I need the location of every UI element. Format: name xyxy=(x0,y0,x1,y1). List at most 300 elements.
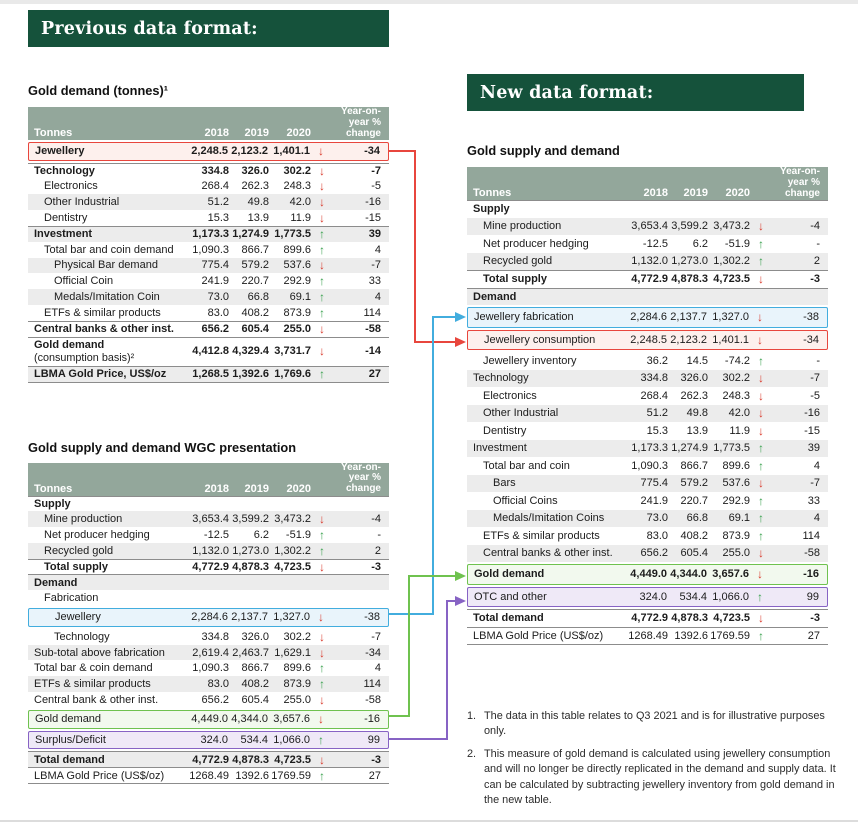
yoy-change-value: 4 xyxy=(374,662,381,675)
row-label: Dentistry xyxy=(483,424,527,437)
value-2020: 255.0 xyxy=(283,323,311,336)
yoy-change-value: -34 xyxy=(803,333,819,346)
row-label: Jewellery consumption xyxy=(484,333,596,346)
yoy-change-value: -7 xyxy=(810,372,820,385)
value-2020: 1,066.0 xyxy=(712,590,749,603)
table-row xyxy=(467,330,828,351)
value-2019: 66.8 xyxy=(686,512,708,525)
table-row xyxy=(467,235,828,253)
trend-arrow-icon: ↑ xyxy=(319,661,325,676)
value-2018: 2,248.5 xyxy=(630,333,667,346)
value-2018: -12.5 xyxy=(642,237,668,250)
value-2019: 2,123.2 xyxy=(670,333,707,346)
trend-arrow-icon: ↑ xyxy=(758,254,764,269)
yoy-change-value: -4 xyxy=(371,513,381,526)
value-2018: 324.0 xyxy=(639,590,667,603)
table-row xyxy=(467,218,828,236)
table-row xyxy=(467,200,828,218)
value-2018: 3,653.4 xyxy=(631,220,668,233)
table-row xyxy=(28,496,389,512)
value-2018: 241.9 xyxy=(640,494,668,507)
value-2018: 4,772.9 xyxy=(631,612,668,625)
footnote-text: The data in this table relates to Q3 2021 and is for illustrative purposes only. xyxy=(484,710,825,738)
value-2019: 4,329.4 xyxy=(232,345,269,358)
value-2018: 1,090.3 xyxy=(192,243,229,256)
value-2019: 2,137.7 xyxy=(670,311,707,324)
table-row xyxy=(467,587,828,608)
new-format-table-title: Gold supply and demand xyxy=(467,143,620,158)
row-label: Medals/Imitation Coin xyxy=(54,291,160,304)
trend-arrow-icon: ↑ xyxy=(757,589,763,604)
value-2019: 1392.6 xyxy=(235,769,269,782)
row-label: Jewellery xyxy=(55,611,101,624)
column-header-2018: 2018 xyxy=(643,187,668,200)
yoy-change-value: 39 xyxy=(807,442,820,455)
trend-arrow-icon: ↑ xyxy=(319,242,325,257)
value-2020: 4,723.5 xyxy=(274,753,311,766)
yoy-change-value: 114 xyxy=(363,306,381,319)
trend-arrow-icon: ↑ xyxy=(319,677,325,692)
trend-arrow-icon: ↓ xyxy=(758,272,764,287)
row-label: Other Industrial xyxy=(44,196,120,209)
column-header-2019: 2019 xyxy=(244,127,269,140)
value-2019: 1392.6 xyxy=(674,629,708,642)
value-2020: 1,066.0 xyxy=(273,734,310,747)
table-row xyxy=(467,440,828,458)
table-row xyxy=(28,608,389,627)
row-label: Gold demand xyxy=(474,568,545,581)
value-2019: 220.7 xyxy=(241,275,269,288)
value-2018: 1,090.3 xyxy=(192,662,229,675)
value-2019: 1,392.6 xyxy=(232,368,269,381)
row-label: Medals/Imitation Coins xyxy=(493,512,605,525)
value-2020: -51.9 xyxy=(724,237,750,250)
row-label: Recycled gold xyxy=(44,544,114,557)
table-row xyxy=(467,288,828,306)
table-row xyxy=(467,527,828,545)
value-2020: 3,731.7 xyxy=(274,345,311,358)
trend-arrow-icon: ↑ xyxy=(318,733,324,748)
row-label: Technology xyxy=(473,372,529,385)
value-2020: 1,327.0 xyxy=(712,311,749,324)
row-label: ETFs & similar products xyxy=(44,306,161,319)
value-2018: 1,268.5 xyxy=(192,368,229,381)
row-label: Dentistry xyxy=(44,212,88,225)
trend-arrow-icon: ↑ xyxy=(319,274,325,289)
value-2020: 1,773.5 xyxy=(713,442,750,455)
yoy-change-value: 33 xyxy=(807,494,820,507)
row-label: Investment xyxy=(34,228,93,241)
row-label: Jewellery xyxy=(35,145,85,158)
row-label: Sub-total above fabrication xyxy=(34,646,165,659)
value-2019: 13.9 xyxy=(686,424,708,437)
value-2020: -51.9 xyxy=(285,528,311,541)
column-header-2018: 2018 xyxy=(204,127,229,140)
table-row xyxy=(467,627,828,645)
table-row xyxy=(28,527,389,543)
wgc-table-body xyxy=(28,496,389,784)
trend-arrow-icon: ↓ xyxy=(758,219,764,234)
row-label: Net producer hedging xyxy=(44,528,150,541)
footnote-item xyxy=(467,747,849,809)
yoy-change-value: -7 xyxy=(371,165,381,178)
value-2020: 11.9 xyxy=(290,212,311,225)
value-2018: 73.0 xyxy=(646,512,668,525)
table-row xyxy=(28,751,389,767)
value-2019: 1,273.0 xyxy=(671,255,708,268)
value-2018: 1,090.3 xyxy=(631,459,668,472)
value-2020: 1,401.1 xyxy=(712,333,749,346)
row-label: Total bar & coin demand xyxy=(34,662,153,675)
yoy-change-value: -5 xyxy=(371,180,381,193)
table-row xyxy=(28,629,389,645)
value-2019: 13.9 xyxy=(247,212,269,225)
yoy-change-value: -38 xyxy=(803,311,819,324)
value-2019: 326.0 xyxy=(241,630,269,643)
value-2019: 14.5 xyxy=(686,354,708,367)
table-row xyxy=(28,710,389,729)
table-row xyxy=(28,337,389,366)
row-label: Net producer hedging xyxy=(483,237,589,250)
new-format-banner-label: New data format: xyxy=(480,82,654,103)
new-format-table-body xyxy=(467,200,828,644)
value-2018: 83.0 xyxy=(646,529,668,542)
table-row xyxy=(28,258,389,274)
value-2019: 6.2 xyxy=(692,237,708,250)
green-connector-line xyxy=(389,576,456,716)
trend-arrow-icon: ↓ xyxy=(758,406,764,421)
table-row xyxy=(467,475,828,493)
yoy-change-value: 4 xyxy=(374,243,381,256)
gold-demand-table-header xyxy=(28,107,389,140)
value-2020: 42.0 xyxy=(728,407,750,420)
value-2019: 579.2 xyxy=(680,477,708,490)
yoy-change-value: 33 xyxy=(368,275,381,288)
row-label: Total demand xyxy=(473,612,544,625)
table-row xyxy=(467,510,828,528)
table-row xyxy=(467,457,828,475)
value-2018: 334.8 xyxy=(201,630,229,643)
trend-arrow-icon: ↓ xyxy=(319,344,325,359)
red-connector-line xyxy=(389,151,456,342)
value-2018: 1,173.3 xyxy=(192,228,229,241)
value-2018: 775.4 xyxy=(201,259,229,272)
gold-demand-table-body xyxy=(28,142,389,382)
trend-arrow-icon: ↓ xyxy=(319,752,325,767)
trend-arrow-icon: ↓ xyxy=(319,164,325,179)
trend-arrow-icon: ↓ xyxy=(319,258,325,273)
red-arrowhead-icon xyxy=(455,337,466,347)
row-label: ETFs & similar products xyxy=(34,678,151,691)
value-2018: 83.0 xyxy=(207,306,229,319)
yoy-change-value: -5 xyxy=(810,389,820,402)
trend-arrow-icon: ↓ xyxy=(319,560,325,575)
row-label: Total supply xyxy=(44,561,108,574)
value-2018: 2,248.5 xyxy=(191,145,228,158)
table-row xyxy=(28,692,389,708)
value-2020: 899.6 xyxy=(722,459,750,472)
row-label: OTC and other xyxy=(474,590,547,603)
value-2018: 1,132.0 xyxy=(631,255,668,268)
yoy-change-value: -4 xyxy=(810,220,820,233)
trend-arrow-icon: ↑ xyxy=(758,628,764,643)
value-2018: 4,449.0 xyxy=(630,568,667,581)
value-2019: 4,344.0 xyxy=(231,713,268,726)
value-2020: 302.2 xyxy=(722,372,750,385)
table-row xyxy=(467,352,828,370)
value-2020: 3,473.2 xyxy=(274,513,311,526)
trend-arrow-icon: ↑ xyxy=(758,441,764,456)
value-2020: 537.6 xyxy=(722,477,750,490)
value-2019: 408.2 xyxy=(241,678,269,691)
yoy-change-value: -58 xyxy=(365,693,381,706)
value-2018: -12.5 xyxy=(203,528,229,541)
value-2019: 534.4 xyxy=(240,734,268,747)
value-2018: 334.8 xyxy=(640,372,668,385)
wgc-presentation-table xyxy=(28,463,389,785)
trend-arrow-icon: ↑ xyxy=(758,511,764,526)
value-2019: 4,878.3 xyxy=(671,612,708,625)
table-row xyxy=(28,676,389,692)
row-label: Jewellery inventory xyxy=(483,354,577,367)
row-label: Other Industrial xyxy=(483,407,559,420)
new-format-table-header xyxy=(467,167,828,200)
value-2020: 873.9 xyxy=(283,678,311,691)
value-2020: 292.9 xyxy=(283,275,311,288)
value-2018: 15.3 xyxy=(207,212,229,225)
gold-demand-table-title: Gold demand (tonnes)¹ xyxy=(28,83,169,98)
value-2018: 4,772.9 xyxy=(192,561,229,574)
row-label: Gold demand xyxy=(35,713,102,726)
value-2020: -74.2 xyxy=(724,354,750,367)
trend-arrow-icon: ↑ xyxy=(319,768,325,783)
value-2018: 334.8 xyxy=(201,165,229,178)
value-2019: 534.4 xyxy=(679,590,707,603)
value-2018: 324.0 xyxy=(200,734,228,747)
value-2020: 899.6 xyxy=(283,662,311,675)
table-row xyxy=(28,163,389,179)
value-2020: 1,302.2 xyxy=(713,255,750,268)
table-row xyxy=(28,366,389,382)
value-2020: 873.9 xyxy=(722,529,750,542)
value-2018: 656.2 xyxy=(201,323,229,336)
row-label: Total demand xyxy=(34,753,105,766)
yoy-change-value: 27 xyxy=(368,769,381,782)
yoy-change-value: 2 xyxy=(374,544,381,557)
value-2020: 3,657.6 xyxy=(273,713,310,726)
value-2018: 1268.49 xyxy=(628,629,668,642)
value-2018: 656.2 xyxy=(201,693,229,706)
row-label: Central banks & other inst. xyxy=(34,323,174,336)
row-label: Central bank & other inst. xyxy=(34,693,159,706)
trend-arrow-icon: ↑ xyxy=(758,493,764,508)
value-2019: 220.7 xyxy=(680,494,708,507)
row-label: Official Coins xyxy=(493,494,558,507)
table-row xyxy=(467,370,828,388)
value-2018: 775.4 xyxy=(640,477,668,490)
row-label: Jewellery fabrication xyxy=(474,311,574,324)
column-header-2020: 2020 xyxy=(286,482,311,495)
value-2020: 4,723.5 xyxy=(713,612,750,625)
yoy-change-value: -16 xyxy=(365,196,381,209)
column-header-tonnes: Tonnes xyxy=(473,187,512,200)
row-label: Supply xyxy=(473,203,510,216)
value-2018: 51.2 xyxy=(207,196,229,209)
yoy-change-value: - xyxy=(816,237,820,250)
value-2018: 1,132.0 xyxy=(192,544,229,557)
value-2018: 656.2 xyxy=(640,547,668,560)
wgc-table-title: Gold supply and demand WGC presentation xyxy=(28,439,297,455)
column-header-2019: 2019 xyxy=(244,482,269,495)
blue-connector-line xyxy=(389,317,456,614)
row-label: LBMA Gold Price, US$/oz xyxy=(34,368,167,381)
previous-format-banner xyxy=(28,10,389,47)
yoy-change-value: -3 xyxy=(371,753,381,766)
gold-demand-table xyxy=(28,107,389,383)
yoy-change-value: 114 xyxy=(363,678,381,691)
value-2019: 605.4 xyxy=(241,693,269,706)
value-2018: 241.9 xyxy=(201,275,229,288)
value-2020: 11.9 xyxy=(729,424,750,437)
value-2019: 262.3 xyxy=(241,180,269,193)
trend-arrow-icon: ↓ xyxy=(319,322,325,337)
trend-arrow-icon: ↑ xyxy=(758,353,764,368)
value-2018: 268.4 xyxy=(640,389,668,402)
yoy-change-value: -15 xyxy=(365,212,381,225)
row-label: Official Coin xyxy=(54,275,114,288)
value-2018: 4,449.0 xyxy=(191,713,228,726)
table-row xyxy=(467,492,828,510)
yoy-change-value: -34 xyxy=(365,646,381,659)
trend-arrow-icon: ↓ xyxy=(319,692,325,707)
column-header-yoy-change: Year-on-year % change xyxy=(340,461,381,495)
value-2020: 4,723.5 xyxy=(274,561,311,574)
value-2020: 873.9 xyxy=(283,306,311,319)
value-2020: 302.2 xyxy=(283,165,311,178)
value-2019: 866.7 xyxy=(241,243,269,256)
table-row xyxy=(467,253,828,271)
yoy-change-value: 4 xyxy=(813,512,820,525)
table-row xyxy=(467,387,828,405)
yoy-change-value: 2 xyxy=(813,255,820,268)
value-2019: 49.8 xyxy=(686,407,708,420)
value-2018: 36.2 xyxy=(646,354,668,367)
footnotes xyxy=(467,709,849,809)
yoy-change-value: -15 xyxy=(804,424,820,437)
value-2020: 248.3 xyxy=(283,180,311,193)
row-label: ETFs & similar products xyxy=(483,529,600,542)
value-2019: 4,878.3 xyxy=(671,273,708,286)
value-2019: 49.8 xyxy=(247,196,269,209)
value-2019: 2,463.7 xyxy=(232,646,269,659)
value-2019: 326.0 xyxy=(241,165,269,178)
value-2020: 899.6 xyxy=(283,243,311,256)
value-2018: 15.3 xyxy=(646,424,668,437)
value-2018: 3,653.4 xyxy=(192,513,229,526)
yoy-change-value: -58 xyxy=(804,547,820,560)
value-2018: 73.0 xyxy=(207,291,229,304)
value-2018: 51.2 xyxy=(646,407,668,420)
trend-arrow-icon: ↓ xyxy=(757,567,763,582)
value-2019: 66.8 xyxy=(247,291,269,304)
value-2019: 866.7 xyxy=(680,459,708,472)
trend-arrow-icon: ↓ xyxy=(319,211,325,226)
table-row xyxy=(28,321,389,337)
table-row xyxy=(28,273,389,289)
row-label: Technology xyxy=(34,165,95,178)
trend-arrow-icon: ↑ xyxy=(319,527,325,542)
blue-arrowhead-icon xyxy=(455,312,466,322)
new-format-banner xyxy=(467,74,804,111)
table-row xyxy=(28,305,389,321)
table-row xyxy=(28,210,389,226)
value-2019: 262.3 xyxy=(680,389,708,402)
row-label: Demand xyxy=(34,576,78,589)
value-2019: 4,344.0 xyxy=(670,568,707,581)
value-2018: 2,619.4 xyxy=(192,646,229,659)
value-2020: 1769.59 xyxy=(271,769,311,782)
value-2020: 255.0 xyxy=(283,693,311,706)
row-label: Mine production xyxy=(44,513,123,526)
column-header-2020: 2020 xyxy=(725,187,750,200)
row-label: Electronics xyxy=(44,180,98,193)
row-label: Physical Bar demand xyxy=(54,259,158,272)
yoy-change-value: 99 xyxy=(367,734,380,747)
yoy-change-value: -16 xyxy=(364,713,380,726)
value-2019: 3,599.2 xyxy=(671,220,708,233)
value-2018: 4,412.8 xyxy=(192,345,229,358)
table-row xyxy=(467,564,828,585)
value-2020: 1,327.0 xyxy=(273,611,310,624)
row-label: Total bar and coin demand xyxy=(44,243,174,256)
yoy-change-value: -7 xyxy=(810,477,820,490)
trend-arrow-icon: ↓ xyxy=(758,546,764,561)
row-label: Gold demand (consumption basis)² xyxy=(34,338,135,364)
value-2020: 69.1 xyxy=(728,512,750,525)
previous-format-banner-label: Previous data format: xyxy=(41,18,258,39)
table-row xyxy=(28,142,389,161)
value-2019: 2,137.7 xyxy=(231,611,268,624)
trend-arrow-icon: ↓ xyxy=(758,423,764,438)
row-label: LBMA Gold Price (US$/oz) xyxy=(34,769,165,782)
value-2019: 6.2 xyxy=(253,528,269,541)
column-header-tonnes: Tonnes xyxy=(34,127,73,140)
trend-arrow-icon: ↑ xyxy=(319,543,325,558)
table-row xyxy=(467,307,828,328)
value-2020: 1,629.1 xyxy=(274,646,311,659)
trend-arrow-icon: ↓ xyxy=(319,512,325,527)
new-format-table xyxy=(467,167,828,645)
footnote-text: This measure of gold demand is calculated using jewellery consumption and will no longer be directly replicated in the demand and supply data. It can be calculated by subtracting jewellery inventory from gold demand in the new table. xyxy=(484,747,836,807)
yoy-change-value: 114 xyxy=(802,529,820,542)
table-row xyxy=(28,767,389,783)
footnote-number: 2. xyxy=(467,747,477,760)
yoy-change-value: -7 xyxy=(371,630,381,643)
value-2018: 1268.49 xyxy=(189,769,229,782)
trend-arrow-icon: ↓ xyxy=(758,611,764,626)
yoy-change-value: -16 xyxy=(804,407,820,420)
table-row xyxy=(28,226,389,242)
table-row xyxy=(467,270,828,288)
column-header-yoy-change: Year-on-year % change xyxy=(340,106,381,139)
trend-arrow-icon: ↓ xyxy=(318,610,324,625)
yoy-change-value: 39 xyxy=(368,228,381,241)
row-label: LBMA Gold Price (US$/oz) xyxy=(473,629,604,642)
table-row xyxy=(28,590,389,606)
value-2018: 1,173.3 xyxy=(631,442,668,455)
value-2020: 537.6 xyxy=(283,259,311,272)
value-2019: 866.7 xyxy=(241,662,269,675)
